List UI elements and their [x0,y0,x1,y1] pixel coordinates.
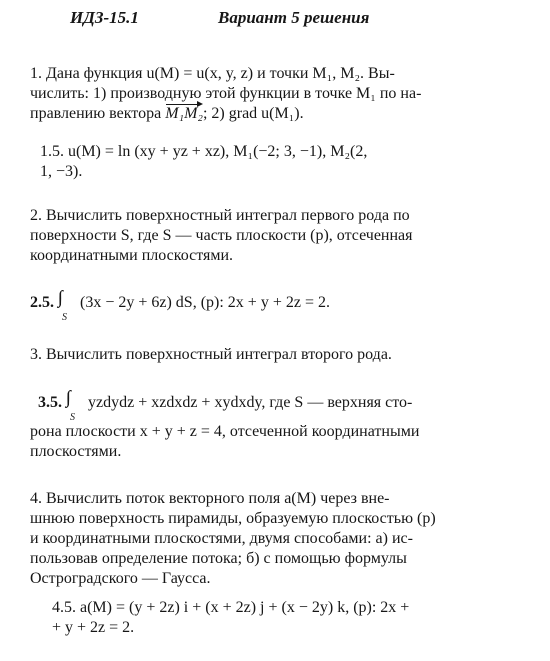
task-4-variant-line-2: + y + 2z = 2. [52,619,135,636]
assignment-code: ИДЗ-15.1 [70,8,139,27]
task-1-variant [40,142,522,182]
task-3-variant [38,389,413,423]
task-3-variant-expression: yzdydz + xzdxdz + xydxdy, где S — верхняя сто- [88,394,413,411]
task-1-line-3-start: правлению вектора [30,105,166,122]
task-4-line-4: пользовав определение потока; б) с помощью формулы [30,550,407,567]
task-3-statement [30,345,522,365]
page-header [70,8,540,28]
task-3-line-2: рона плоскости x + y + z = 4, отсеченной координатными [30,423,420,440]
assignment-title: Вариант 5 решения [218,8,370,27]
task-1-line-2: числить: 1) производную этой функции в точке M₁ по на- [30,85,422,102]
task-2-line-2: поверхности S, где S — часть плоскости (p), отсеченная [30,227,413,244]
surface-integral-sign [66,389,84,423]
task-1-statement [30,64,522,124]
task-4-line-3: и координатными плоскостями, двумя способами: а) ис- [30,530,413,547]
task-4-statement [30,489,522,589]
task-4-line-1: 4. Вычислить поток векторного поля a(M) через вне- [30,490,390,507]
task-3-line-1: 3. Вычислить поверхностный интеграл второго рода. [30,346,392,363]
task-2-line-3: координатными плоскостями. [30,247,234,264]
task-2-variant-number: 2.5. [30,294,54,311]
task-2-variant [30,289,330,323]
task-1-line-1: 1. Дана функция u(M) = u(x, y, z) и точки M₁, M₂. Вы- [30,65,395,82]
task-3-continuation [30,422,522,462]
task-4-variant-line-1: 4.5. a(M) = (y + 2z) i + (x + 2z) j + (x − 2y) k, (p): 2x + [52,599,410,616]
task-1-line-3 [30,104,522,124]
surface-integral-sign [58,289,76,323]
task-1-variant-line-1: 1.5. u(M) = ln (xy + yz + xz), M₁(−2; 3, −1), M₂(2, [40,143,368,160]
integral-subscript: S [62,312,67,323]
task-4-variant [52,598,522,638]
task-3-variant-number: 3.5. [38,394,62,411]
integral-subscript: S [70,412,75,423]
task-3-line-3: плоскостями. [30,443,122,460]
task-2-line-1: 2. Вычислить поверхностный интеграл первого рода по [30,207,410,224]
task-4-line-2: шнюю поверхность пирамиды, образуемую плоскостью (p) [30,510,436,527]
vector-m1m2: M₁M₂ [165,105,203,122]
task-1-variant-line-2: 1, −3). [40,163,83,180]
task-4-line-5: Остроградского — Гаусса. [30,570,211,587]
task-1-line-3-end: ; 2) grad u(M₁). [202,105,304,122]
task-2-variant-expression: (3x − 2y + 6z) dS, (p): 2x + y + 2z = 2. [80,294,330,311]
task-2-statement [30,206,522,266]
